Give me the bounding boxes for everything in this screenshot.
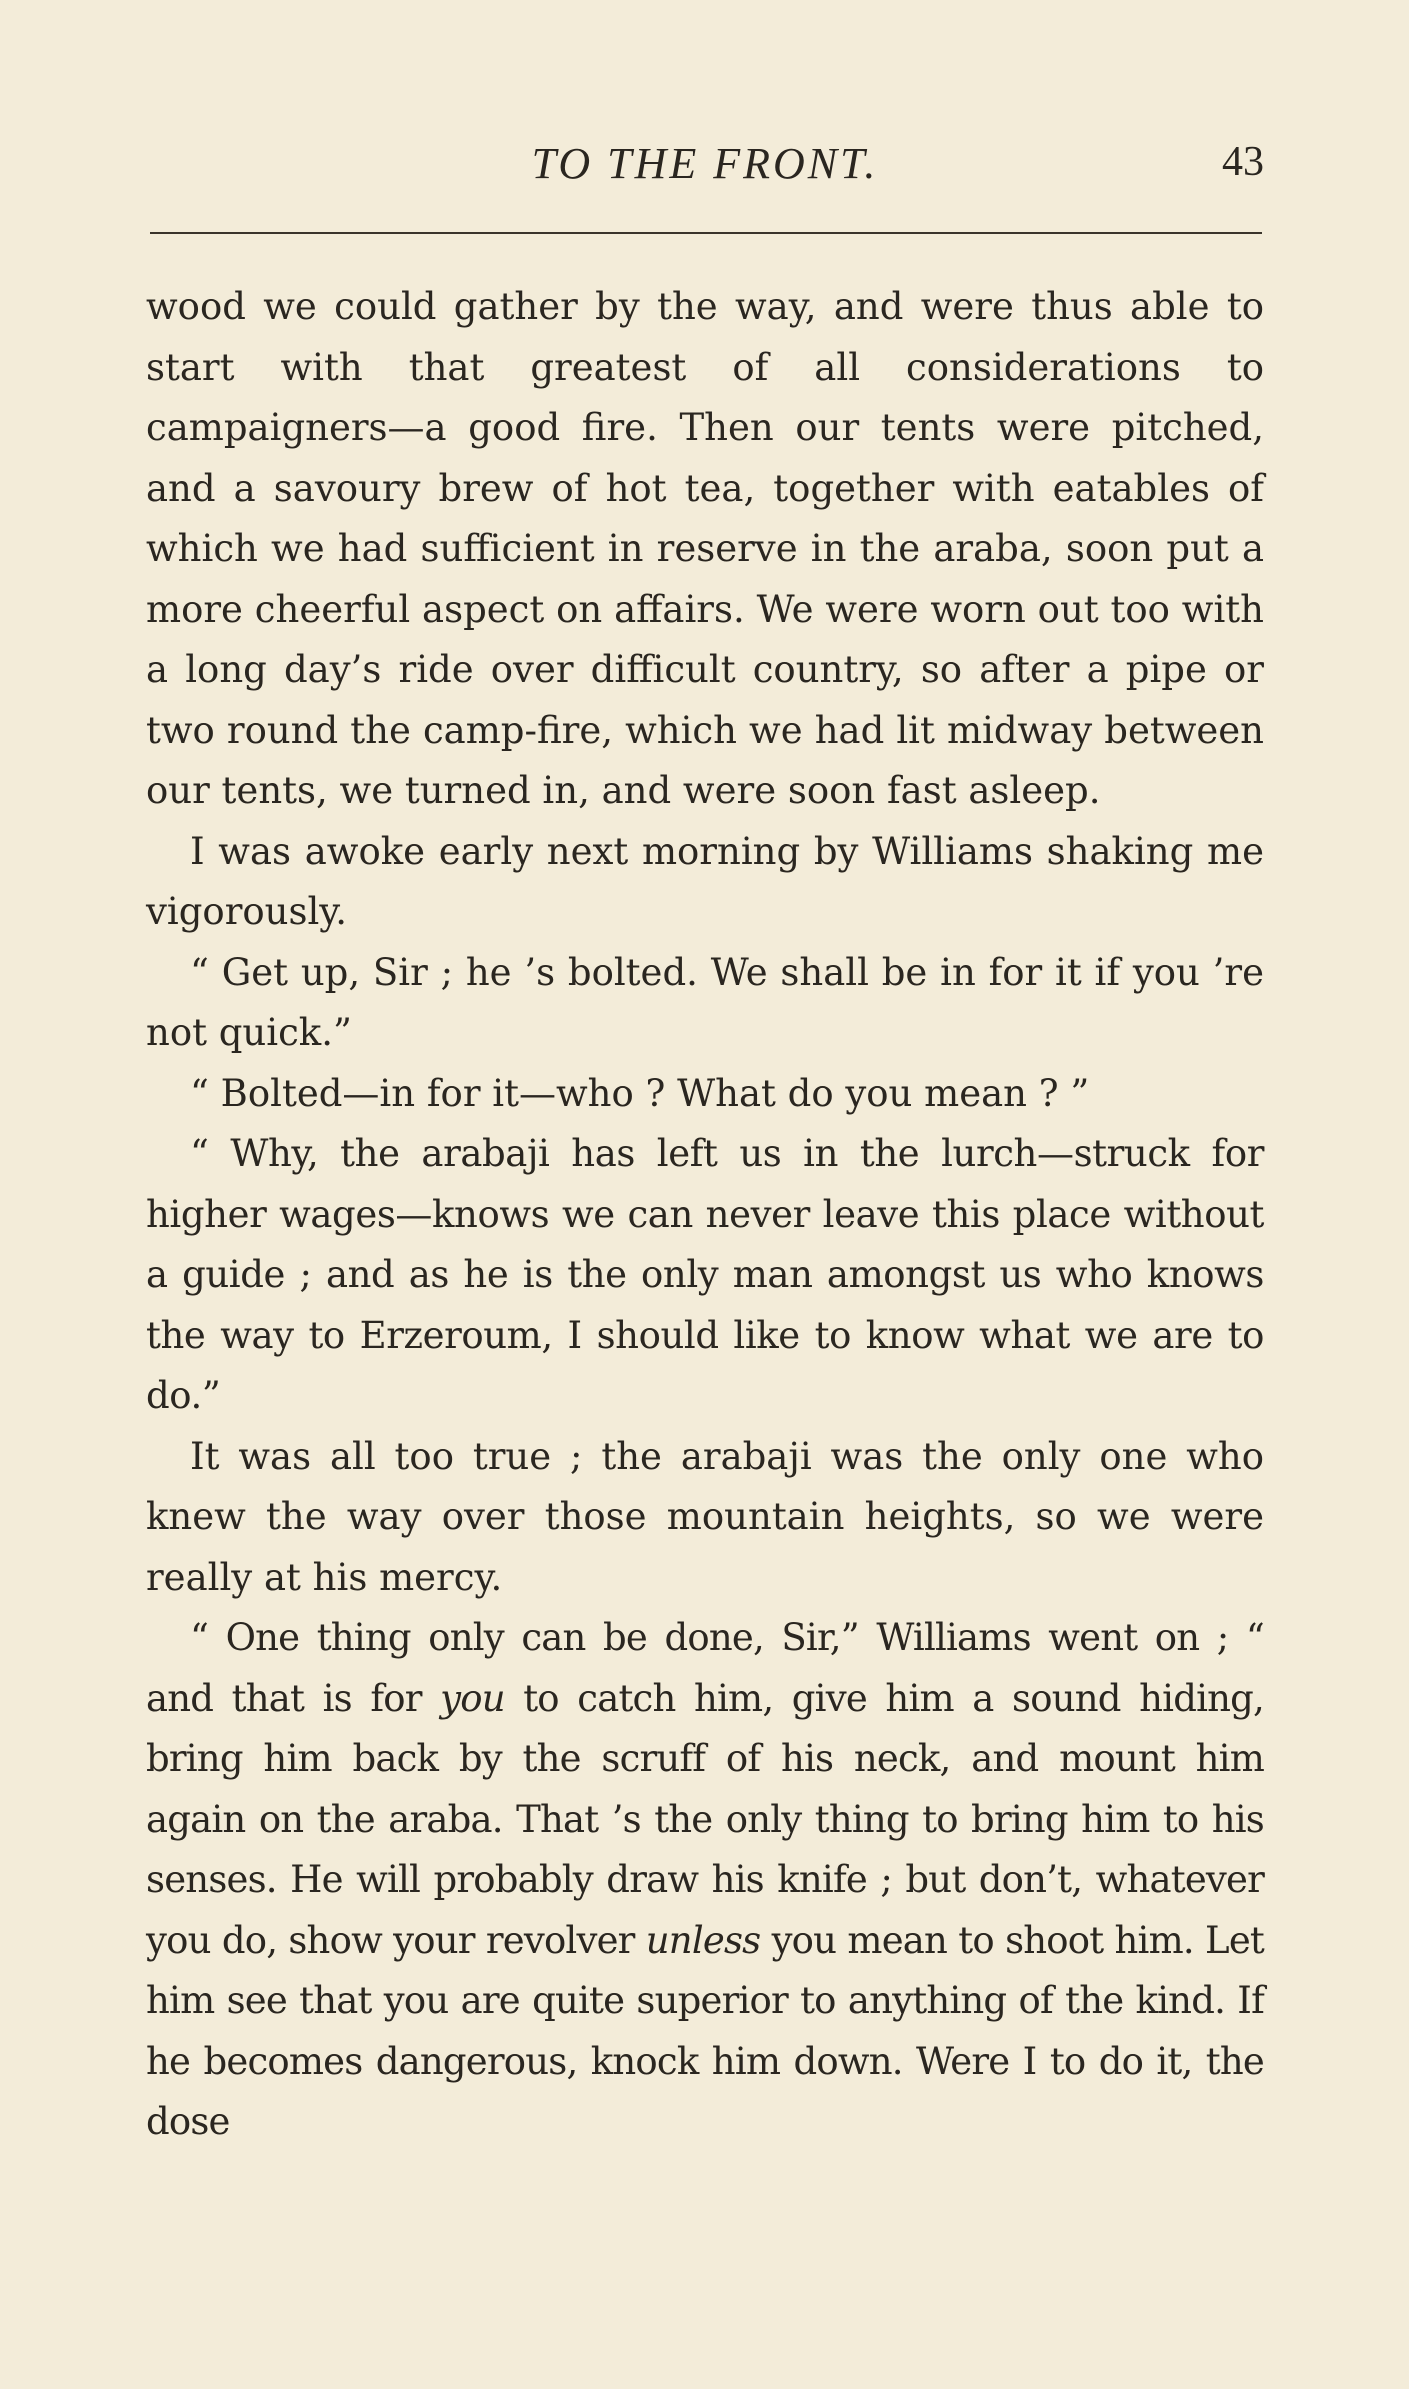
paragraph-4: “ Bolted—in for it—who ? What do you mean ? ” xyxy=(190,1071,1090,1115)
emphasis-unless: unless xyxy=(645,1918,761,1962)
paragraph-7-text-a: “ One thing only can be done, Sir,” Williams went on ; “ and that is for xyxy=(146,1616,1264,1720)
paragraph-1: wood we could gather by the way, and were thus able to start with that greatest of all considerations to campaigners—a good fire. Then our tents were pitched, and a savoury brew of hot tea, together with eatables of which we had sufficient in reserve in the araba, soon put a more cheerful aspect on affairs. We were worn out too with a long day’s ride over difficult country, so after a pipe or two round the camp-fire, which we had lit midway between our tents, we turned in, and were soon fast asleep. xyxy=(146,285,1264,812)
page-number: 43 xyxy=(1222,139,1264,185)
page-header xyxy=(146,138,1264,198)
emphasis-you: you xyxy=(440,1676,505,1720)
paragraph-7 xyxy=(146,1608,1264,2153)
paragraph-7-text-b: to catch him, give him a sound hiding, bring him back by the scruff of his neck, and mount him again on the araba. That ’s the only thing to bring him to his senses. He will probably draw his knife ; but don’t, whatever you do, show your revolver xyxy=(146,1676,1264,1962)
paragraph-5: “ Why, the arabaji has left us in the lurch—struck for higher wages—knows we can never leave this place without a guide ; and as he is the only man amongst us who knows the way to Erzeroum, I should like to know what we are to do.” xyxy=(146,1132,1264,1417)
paragraph-7-text-c: you mean to shoot him. Let him see that you are quite superior to anything of the kind. If he becomes dangerous, knock him down. Were I to do it, the dose xyxy=(146,1918,1264,2143)
header-rule xyxy=(150,232,1262,234)
body-text xyxy=(146,277,1264,2153)
paragraph-3: “ Get up, Sir ; he ’s bolted. We shall be in for it if you ’re not quick.” xyxy=(146,950,1264,1054)
paragraph-2: I was awoke early next morning by Williams shaking me vigorously. xyxy=(146,829,1264,933)
running-title: TO THE FRONT. xyxy=(531,139,879,188)
paragraph-6: It was all too true ; the arabaji was the only one who knew the way over those mountain heights, so we were really at his mercy. xyxy=(146,1434,1264,1599)
